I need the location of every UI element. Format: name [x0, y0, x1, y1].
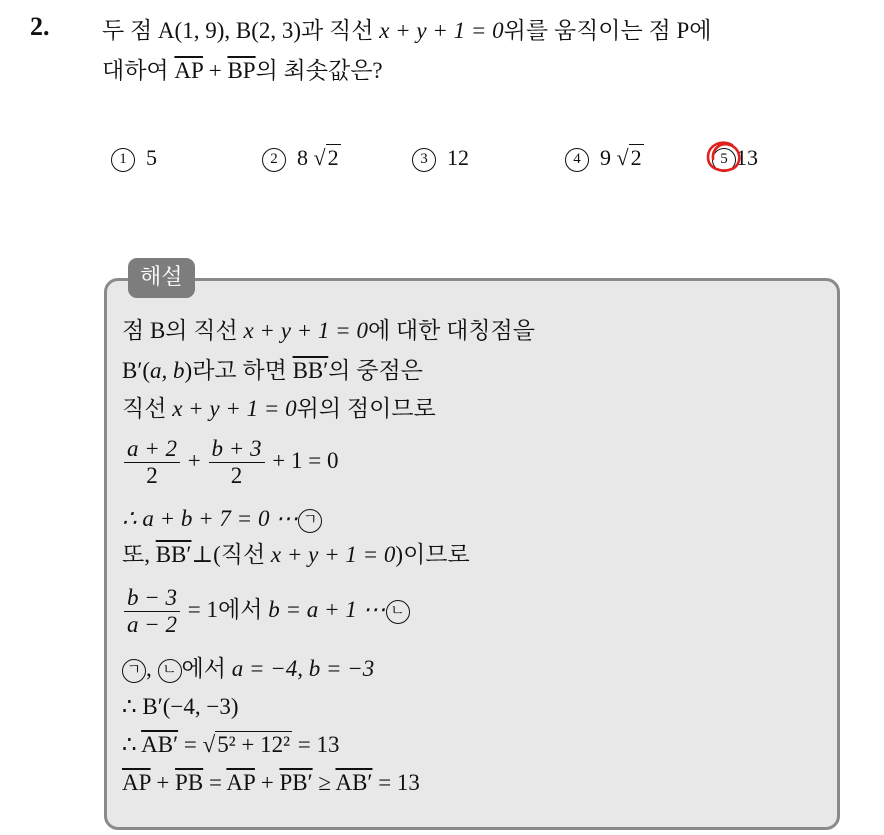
- sol-radicand: 5² + 12²: [217, 732, 290, 757]
- choice-3[interactable]: [412, 145, 469, 172]
- choice-4-coef: 9: [600, 145, 611, 170]
- sol-text: = 13: [372, 770, 420, 795]
- choice-3-number: 3: [412, 148, 436, 172]
- sol-text: + 1 = 0: [266, 448, 339, 474]
- sol-text: )이므로: [395, 542, 470, 567]
- solution-line-3: [122, 394, 436, 424]
- sol-text: )라고 하면: [184, 358, 293, 383]
- question-number: 2.: [30, 12, 50, 41]
- sol-equation: b = a + 1 ⋯: [268, 597, 386, 623]
- sol-text: 또,: [122, 542, 156, 567]
- fraction-1: [124, 436, 180, 490]
- sol-text: ≥: [312, 770, 336, 795]
- sol-text: =: [178, 732, 203, 757]
- choice-5-number: 5: [712, 148, 736, 172]
- solution-line-9: [122, 692, 239, 722]
- sol-text: 의 중점은: [328, 358, 423, 383]
- fraction-2-denominator: 2: [230, 463, 243, 489]
- choice-1-value: 5: [146, 145, 157, 170]
- sol-text: ∴ B′(−4, −3): [122, 694, 239, 719]
- fraction-2: [209, 436, 265, 490]
- segment-ap: $\overline{AP}$: [226, 770, 255, 795]
- solution-line-5: [122, 504, 322, 534]
- solution-line-6: [122, 540, 470, 570]
- choice-2-radicand: 2: [327, 145, 339, 170]
- sqrt-icon: √2: [313, 145, 339, 170]
- segment-pb: $\overline{PB}$: [175, 770, 204, 795]
- fraction-3-numerator: b − 3: [124, 585, 180, 612]
- sol-text: ,: [146, 656, 158, 681]
- choice-2-number: 2: [262, 148, 286, 172]
- solution-line-8: [122, 654, 374, 684]
- choice-4[interactable]: [565, 145, 644, 172]
- sol-equation: x + y + 1 = 0: [172, 396, 297, 421]
- segment-bb-prime: BB′: [292, 358, 329, 383]
- choice-2[interactable]: [262, 145, 341, 172]
- solution-line-4: [122, 436, 339, 490]
- solution-line-2: [122, 356, 423, 386]
- fraction-1-denominator: 2: [146, 463, 158, 489]
- question-text-a: 두 점 A(1, 9), B(2, 3)과 직선: [102, 18, 380, 43]
- question-line-2: [102, 52, 383, 85]
- fraction-3: [124, 585, 180, 639]
- circled-giyeok-icon: ㄱ: [298, 509, 322, 533]
- sol-vars: a, b: [150, 358, 185, 383]
- segment-ap: $\overline{AP}$: [174, 58, 203, 83]
- sol-text: +: [150, 770, 176, 795]
- question-text-b: 위를 움직이는 점 P에: [503, 18, 712, 43]
- choice-1[interactable]: [111, 145, 157, 172]
- choice-5-value: 13: [736, 145, 758, 170]
- fraction-3-denominator: a − 2: [127, 612, 178, 638]
- circled-giyeok-icon: ㄱ: [122, 659, 146, 683]
- fraction-1-numerator: a + 2: [124, 436, 180, 463]
- question-text-d: 의 최솟값은?: [255, 58, 383, 83]
- segment-bp: $\overline{BP}$: [227, 58, 256, 83]
- question-equation: x + y + 1 = 0: [379, 18, 504, 43]
- fraction-2-numerator: b + 3: [209, 436, 265, 463]
- answer-circle-mark-icon: [704, 139, 744, 175]
- sol-equation: x + y + 1 = 0: [243, 318, 368, 343]
- segment-ap: $\overline{AP}$: [122, 770, 151, 795]
- sqrt-icon: √5² + 12²: [202, 732, 290, 757]
- solution-line-11: [122, 768, 420, 798]
- solution-line-10: [122, 730, 339, 760]
- sol-text: =: [203, 770, 227, 795]
- sol-text: 점 B의 직선: [122, 318, 244, 343]
- solution-line-7: [122, 585, 410, 639]
- circled-nieun-icon: ㄴ: [386, 600, 410, 624]
- choice-4-radicand: 2: [630, 145, 642, 170]
- circled-nieun-icon: ㄴ: [158, 659, 182, 683]
- choice-2-coef: 8: [297, 145, 308, 170]
- sol-text: +: [254, 770, 280, 795]
- solution-tag: 해설: [128, 258, 195, 298]
- sol-text: = 1에서: [182, 597, 269, 623]
- solution-line-1: [122, 316, 535, 346]
- question-text-c: 대하여: [102, 58, 175, 83]
- sol-equation: a = −4, b = −3: [231, 656, 375, 681]
- segment-ab-prime: AB′: [335, 770, 373, 795]
- segment-ab-prime: AB′: [141, 732, 179, 757]
- sol-text: 위의 점이므로: [296, 396, 436, 421]
- sol-equation: x + y + 1 = 0: [270, 542, 396, 567]
- sol-text: 에 대한 대칭점을: [367, 318, 535, 343]
- choice-3-value: 12: [447, 145, 469, 170]
- sol-equation: ∴ a + b + 7 = 0 ⋯: [122, 506, 299, 531]
- segment-pb-prime: PB′: [279, 770, 313, 795]
- sol-text: = 13: [291, 732, 340, 757]
- question-line-1: [102, 12, 711, 45]
- choice-4-number: 4: [565, 148, 589, 172]
- plus-sign: +: [182, 448, 207, 474]
- sol-text: ∴: [122, 732, 142, 757]
- plus-sign: +: [202, 58, 228, 83]
- sol-text: B′(: [122, 358, 151, 383]
- sol-text: 에서: [181, 656, 232, 681]
- sol-text: 직선: [122, 396, 173, 421]
- choice-1-number: 1: [111, 148, 135, 172]
- sol-text: ⊥(직선: [191, 542, 271, 567]
- sqrt-icon: √2: [616, 145, 642, 170]
- segment-bb-prime: BB′: [155, 542, 192, 567]
